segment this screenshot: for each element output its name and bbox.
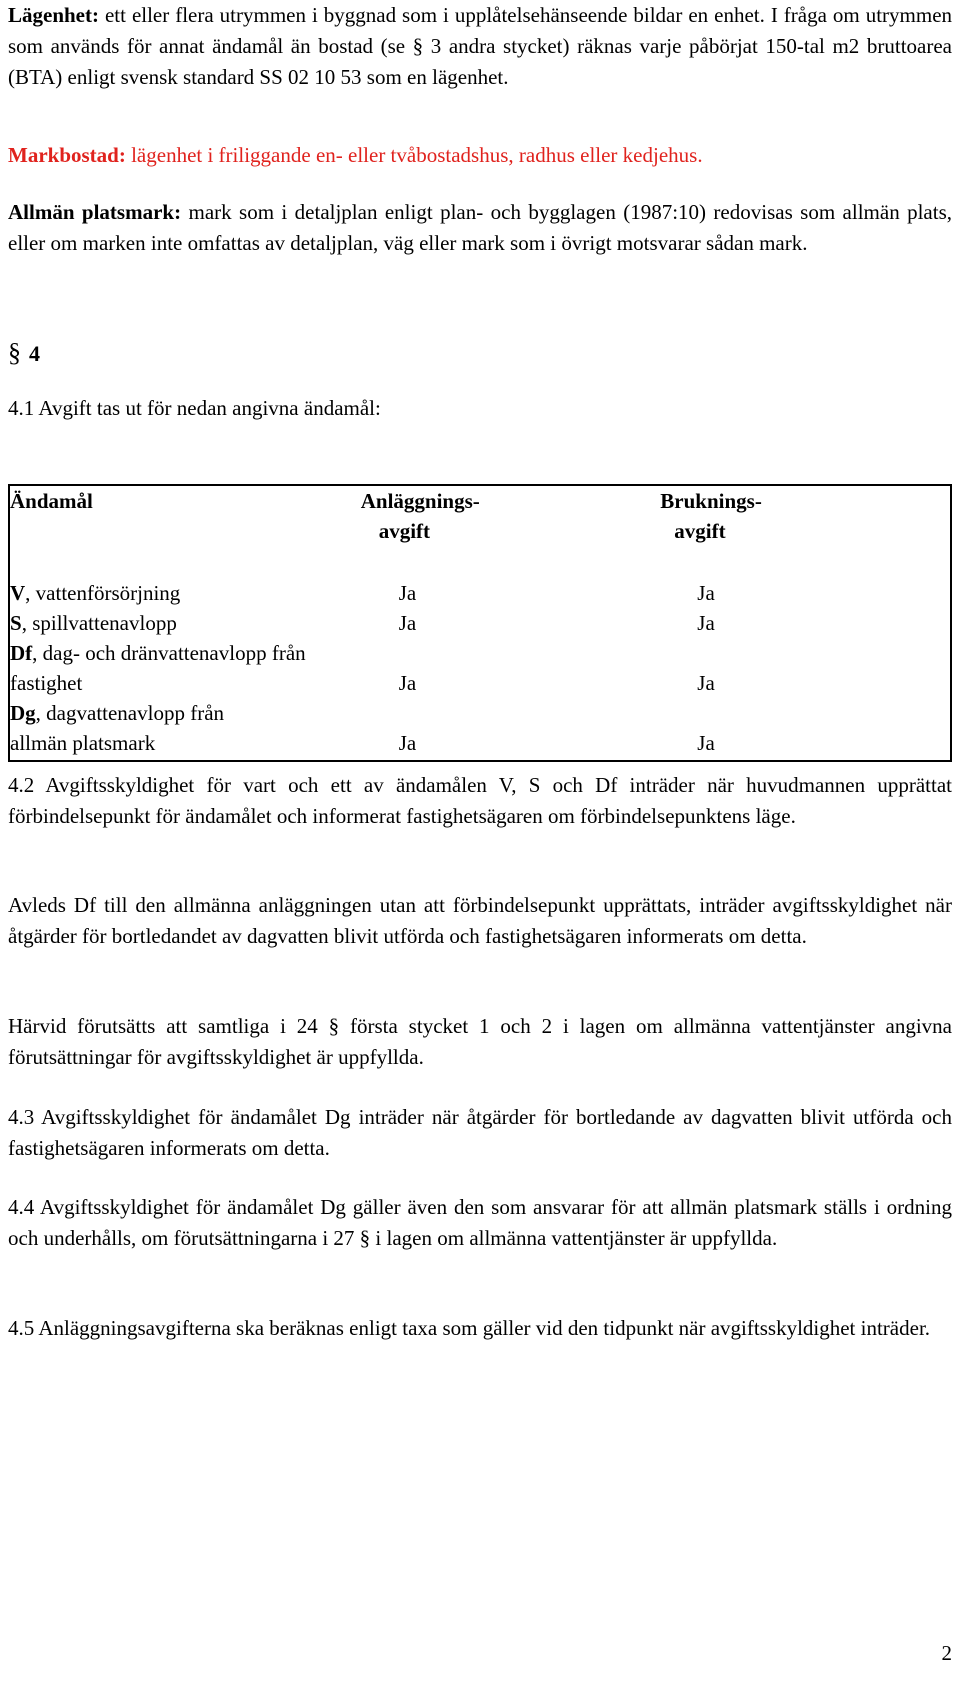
row-construction: Ja: [398, 671, 417, 695]
section-number: 4: [29, 341, 40, 366]
header-construction-line1: Anläggnings-: [360, 489, 480, 513]
section-heading: [8, 337, 40, 369]
header-construction-fee: [360, 485, 687, 578]
table-row: [9, 698, 951, 761]
row-desc-line2: allmän platsmark: [10, 731, 156, 755]
table-row: [9, 578, 951, 608]
header-usage-fee: [660, 485, 951, 578]
row-code: Df: [10, 641, 33, 665]
definition-markbostad: [8, 140, 952, 171]
row-usage: Ja: [697, 731, 715, 755]
row-usage: Ja: [697, 581, 715, 605]
row-purpose: [9, 638, 377, 698]
row-code: Dg: [10, 701, 36, 725]
row-desc: , vattenförsörjning: [25, 581, 181, 605]
table-row: [9, 608, 951, 638]
definition-text-markbostad: lägenhet i friliggande en- eller tvåbostadshus, radhus eller kedjehus.: [131, 143, 703, 167]
row-desc-line2: fastighet: [10, 671, 83, 695]
definition-allman-platsmark: [8, 197, 952, 259]
definition-text-lagenhet: ett eller flera utrymmen i byggnad som i upplåtelsehänseende bildar en enhet. I fråga om utrymmen som används för annat ändamål än bostad (se § 3 andra stycket) räknas varje påbörjat 150-tal m2 bruttoarea (BTA) enligt svensk standard SS 02 10 53 som en lägenhet.: [8, 3, 953, 89]
row-purpose: [9, 608, 377, 638]
row-purpose: [9, 698, 377, 761]
paragraph-4-4: 4.4 Avgiftsskyldighet för ändamålet Dg gäller även den som ansvarar för att allmän platsmark ställs i ordning och underhålls, om förutsättningarna i 27 § i lagen om allmänna vattentjänster är uppfyllda.: [8, 1195, 952, 1250]
paragraph-df: Avleds Df till den allmänna anläggningen utan att förbindelsepunkt upprättats, inträder avgiftsskyldighet när åtgärder för bortledandet av dagvatten blivit utförda och fastighetsägaren informerats om detta.: [8, 893, 952, 948]
row-desc: , dagvattenavlopp från: [35, 701, 225, 725]
term-allman-platsmark: Allmän platsmark:: [8, 200, 182, 224]
header-purpose: Ändamål: [10, 489, 93, 513]
row-code: S: [10, 611, 22, 635]
definition-text-allman-platsmark: mark som i detaljplan enligt plan- och bygglagen (1987:10) redovisas som allmän plats, eller om marken inte omfattas av detaljplan, väg eller mark som i övrigt motsvarar sådan mark.: [8, 200, 952, 255]
row-desc: , dag- och dränvattenavlopp från: [32, 641, 306, 665]
row-construction: Ja: [398, 611, 417, 635]
table-header-row: [9, 485, 951, 578]
term-lagenhet: Lägenhet:: [8, 3, 99, 27]
header-construction-line2: avgift: [378, 519, 431, 543]
row-usage: Ja: [697, 671, 715, 695]
page-number: 2: [941, 1641, 952, 1665]
row-code: V: [10, 581, 26, 605]
section-symbol: §: [8, 338, 21, 367]
row-construction: Ja: [398, 581, 417, 605]
row-usage: Ja: [697, 611, 715, 635]
row-construction: Ja: [398, 731, 417, 755]
paragraph-4-3: 4.3 Avgiftsskyldighet för ändamålet Dg inträder när åtgärder för bortledande av dagvatten blivit utförda och fastighetsägaren informerats om detta.: [8, 1105, 952, 1160]
header-usage-line2: avgift: [674, 519, 726, 543]
paragraph-4-1: 4.1 Avgift tas ut för nedan angivna ändamål:: [8, 396, 381, 420]
row-purpose: [9, 578, 377, 608]
table-row: [9, 638, 951, 698]
fee-table: [8, 484, 952, 762]
row-desc: , spillvattenavlopp: [21, 611, 177, 635]
definition-lagenhet: [8, 0, 952, 93]
term-markbostad: Markbostad:: [8, 143, 126, 167]
paragraph-4-5: 4.5 Anläggningsavgifterna ska beräknas enligt taxa som gäller vid den tidpunkt när avgiftsskyldighet inträder.: [8, 1316, 931, 1340]
header-usage-line1: Bruknings-: [660, 489, 762, 513]
paragraph-harvid: Härvid förutsätts att samtliga i 24 § första stycket 1 och 2 i lagen om allmänna vattentjänster angivna förutsättningar för avgiftsskyldighet är uppfyllda.: [8, 1014, 952, 1069]
paragraph-4-2: 4.2 Avgiftsskyldighet för vart och ett av ändamålen V, S och Df inträder när huvudmannen upprättat förbindelsepunkt för ändamålet och informerat fastighetsägaren om förbindelsepunktens läge.: [8, 773, 952, 828]
